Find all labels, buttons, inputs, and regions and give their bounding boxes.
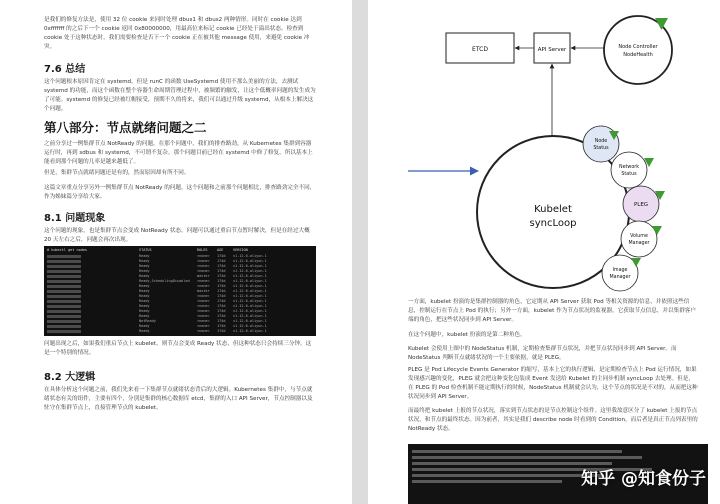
section-heading-8-2: 8.2 大逻辑	[44, 372, 96, 383]
section-heading-8-1: 8.1 问题现象	[44, 213, 106, 224]
terminal-row: NotReady <none> 174d v1.12.6-aliyun.1	[47, 319, 313, 324]
kubelet-architecture-diagram	[368, 0, 720, 296]
redacted-node-name	[47, 300, 81, 303]
redacted-node-name	[47, 320, 81, 323]
volume-manager-label-2: Manager	[628, 241, 650, 246]
terminal-row: Ready master 174d v1.12.6-aliyun.1	[47, 274, 313, 279]
terminal-row: Ready <none> 174d v1.12.6-aliyun.1	[47, 269, 313, 274]
paragraph-restart: 问题出现之后，如果我们重启节点上 kubelet，则节点会变成 Ready 状态，但这种状态只会持续三分钟。这是一个特别的情况。	[44, 341, 312, 356]
terminal-row: Ready <none> 174d v1.12.6-aliyun.1	[47, 309, 313, 314]
network-status-label-2: Status	[621, 172, 637, 177]
paragraph-cookie: 是我们的修复方法是，使用 32 位 cookie 来同时处理 dbus1 和 dbus2 两种情形。同时在 cookie 达到 0xfffffff 的之后下一个 cookie 返回 0x80000000，用最高位来标记 cookie 已经处于溢出状态。检查到 cookie 处于这种状态时，我们需要检查是否下一个 cookie 正在被其他 message 使用，来避免 cookie 冲突。	[44, 17, 310, 50]
page-gutter	[352, 0, 368, 504]
redacted-node-name	[47, 265, 81, 268]
terminal-row: Ready <none> 174d v1.12.6-aliyun.1	[47, 294, 313, 299]
node-status-label-1: Node	[594, 139, 608, 144]
terminal-row: Ready <none> 174d v1.12.6-aliyun.1	[47, 324, 313, 329]
api-server-label: API Server	[537, 47, 567, 53]
syncloop-label: syncLoop	[529, 218, 577, 229]
terminal-screenshot	[44, 246, 316, 336]
watermark: 知乎 @知食份子	[581, 469, 706, 489]
paragraph-notready: 但是，集群节点就绪问题还是有的，然而原因却有所不同。	[44, 170, 190, 176]
paragraph-node-controller: 而最终把 kubelet 上报的节点状况，落实到节点状态的是节点控制这个组件。这里我故意区分了 kubelet 上报的节点状况，和节点的最终状态。因为前者，其实是我们 describe node 时看到的 Condition，而后者是真正节点列表里的 NotReady 状态。	[408, 408, 698, 432]
right-page	[368, 0, 720, 504]
paragraph-nodestatus: Kubelet 会使用上图中的 NodeStatus 机制，定期检查集群节点状况，并把节点状况同步到 API Server。而 NodeStatus 判断节点就绪状况的一个主要依据，就是 PLEG。	[408, 346, 677, 361]
terminal-row: Ready master 174d v1.12.6-aliyun.1	[47, 289, 313, 294]
network-status-circle	[611, 152, 647, 188]
paragraph-pleg: PLEG 是 Pod Lifecycle Events Generator 的缩写，基本上它的执行逻辑，是定期检查节点上 Pod 运行情况，如果发现感兴趣的变化，PLEG 就会把这种变化包装成 Event 发送给 Kubelet 的主同步机制 syncLoop 去处理。但是，在 PLEG 的 Pod 检查机制不能定期执行的时候，NodeStatus 机制就会认为，这个节点的状况是不对的，从而把这种状况同步到 API Server。	[408, 367, 698, 400]
terminal-row: Ready <none> 174d v1.12.6-aliyun.1	[47, 259, 313, 264]
redacted-node-name	[47, 330, 81, 333]
etcd-label: ETCD	[472, 46, 488, 53]
node-controller-label: Node Controller	[618, 44, 658, 50]
redacted-node-name	[47, 315, 81, 318]
paragraph-kubelet-roles: 一方面，kubelet 扮演的是集群控制器的角色，它定期从 API Server 获取 Pod 等相关资源的信息，并依照这些信息，控制运行在节点上 Pod 的执行；另外一方面，kubelet 作为节点状况的监视器，它获取节点信息，并以集群客户端的角色，把这些状况同步到 API Server。	[408, 299, 696, 323]
redacted-node-name	[47, 290, 81, 293]
pleg-label: PLEG	[633, 202, 649, 208]
redacted-node-name	[47, 280, 81, 283]
image-manager-label-2: Manager	[609, 275, 631, 280]
terminal-row: Ready <none> 174d v1.12.6-aliyun.1	[47, 254, 313, 259]
section-heading-7-6: 7.6 总结	[44, 64, 86, 75]
paragraph-second-role: 在这个问题中，kubelet 扮演的是第二种角色。	[408, 332, 526, 338]
node-status-label-2: Status	[593, 146, 609, 151]
paragraph-logic: 在具体分析这个问题之前，我们先来看一下集群节点就绪状态背后的大逻辑。Kubernetes 集群中，与节点就绪状态有关的组件，主要有四个，分别是集群的核心数据库 etcd，集群的入口 API Server，节点控制器以及驻守在集群节点上，直接管理节点的 kubelet。	[44, 387, 313, 411]
redacted-node-name	[47, 285, 81, 288]
kubelet-label: Kubelet	[534, 204, 572, 215]
network-status-label-1: Network	[618, 165, 640, 170]
image-manager-label-1: Image	[612, 268, 628, 273]
redacted-node-name	[47, 270, 81, 273]
terminal-row: Ready <none> 174d v1.12.6-aliyun.1	[47, 264, 313, 269]
redacted-node-name	[47, 255, 81, 258]
redacted-node-name	[47, 260, 81, 263]
volume-manager-circle	[621, 221, 657, 257]
redacted-node-name	[47, 325, 81, 328]
terminal-row: Ready <none> 174d v1.12.6-aliyun.1	[47, 314, 313, 319]
paragraph-intro: 之前分享过一例集群节点 NotReady 的问题。在那个问题中，我们的排查路劲，从 Kubernetes 集群到容器运行时，再到 sdbus 和 systemd，不可谓不复杂。那个问题目前已经在 systemd 中修了修复，所以基本上能看到那个问题的几率是越来越低了。	[44, 141, 313, 165]
redacted-node-name	[47, 310, 81, 313]
part-heading-8: 第八部分：节点就绪问题之二	[44, 120, 207, 135]
left-page	[0, 0, 352, 504]
terminal-row: Ready <none> 174d v1.12.6-aliyun.1	[47, 284, 313, 289]
terminal-row: Ready <none> 174d v1.12.6-aliyun.1	[47, 304, 313, 309]
redacted-node-name	[47, 275, 81, 278]
volume-manager-label-1: Volume	[630, 234, 648, 239]
terminal-row: Ready,SchedulingDisabled <none> 174d v1.12.6-aliyun.1	[47, 279, 313, 284]
paragraph-summary: 这个问题根本原因肯定在 systemd，但是 runC 的函数 UseSystemd 使用不那么美丽的方法，去测试 systemd 的功能，而这个函数在整个容器生命周期管理过程中，被频繁的触发，让这个低概率问题的发生成为了可能。systemd 的修复已经被红帽接受，预期不久的将来，我们可以通过升级 systemd，从根本上解决这个问题。	[44, 79, 316, 112]
paragraph-share: 这篇文章重点分享另外一例集群节点 NotReady 的问题。这个问题和之前那个问题相比，排查路劲完全不同，作为姊妹篇分享给大家。	[44, 185, 316, 200]
paragraph-symptom: 这个问题的现象，也是集群节点会变成 NotReady 状态。问题可以通过重启节点暂时解决，但是在经过大概 20 天左右之后，问题会再次出现。	[44, 228, 310, 243]
terminal-row: Ready <none> 174d v1.12.6-aliyun.1	[47, 299, 313, 304]
redacted-node-name	[47, 305, 81, 308]
redacted-node-name	[47, 295, 81, 298]
terminal-row: Ready <none> 174d v1.12.6-aliyun.1	[47, 329, 313, 334]
node-health-label: NodeHealth	[623, 52, 653, 58]
terminal-header: # kubectl get nodes STATUS ROLES AGE VERSION	[47, 248, 248, 252]
